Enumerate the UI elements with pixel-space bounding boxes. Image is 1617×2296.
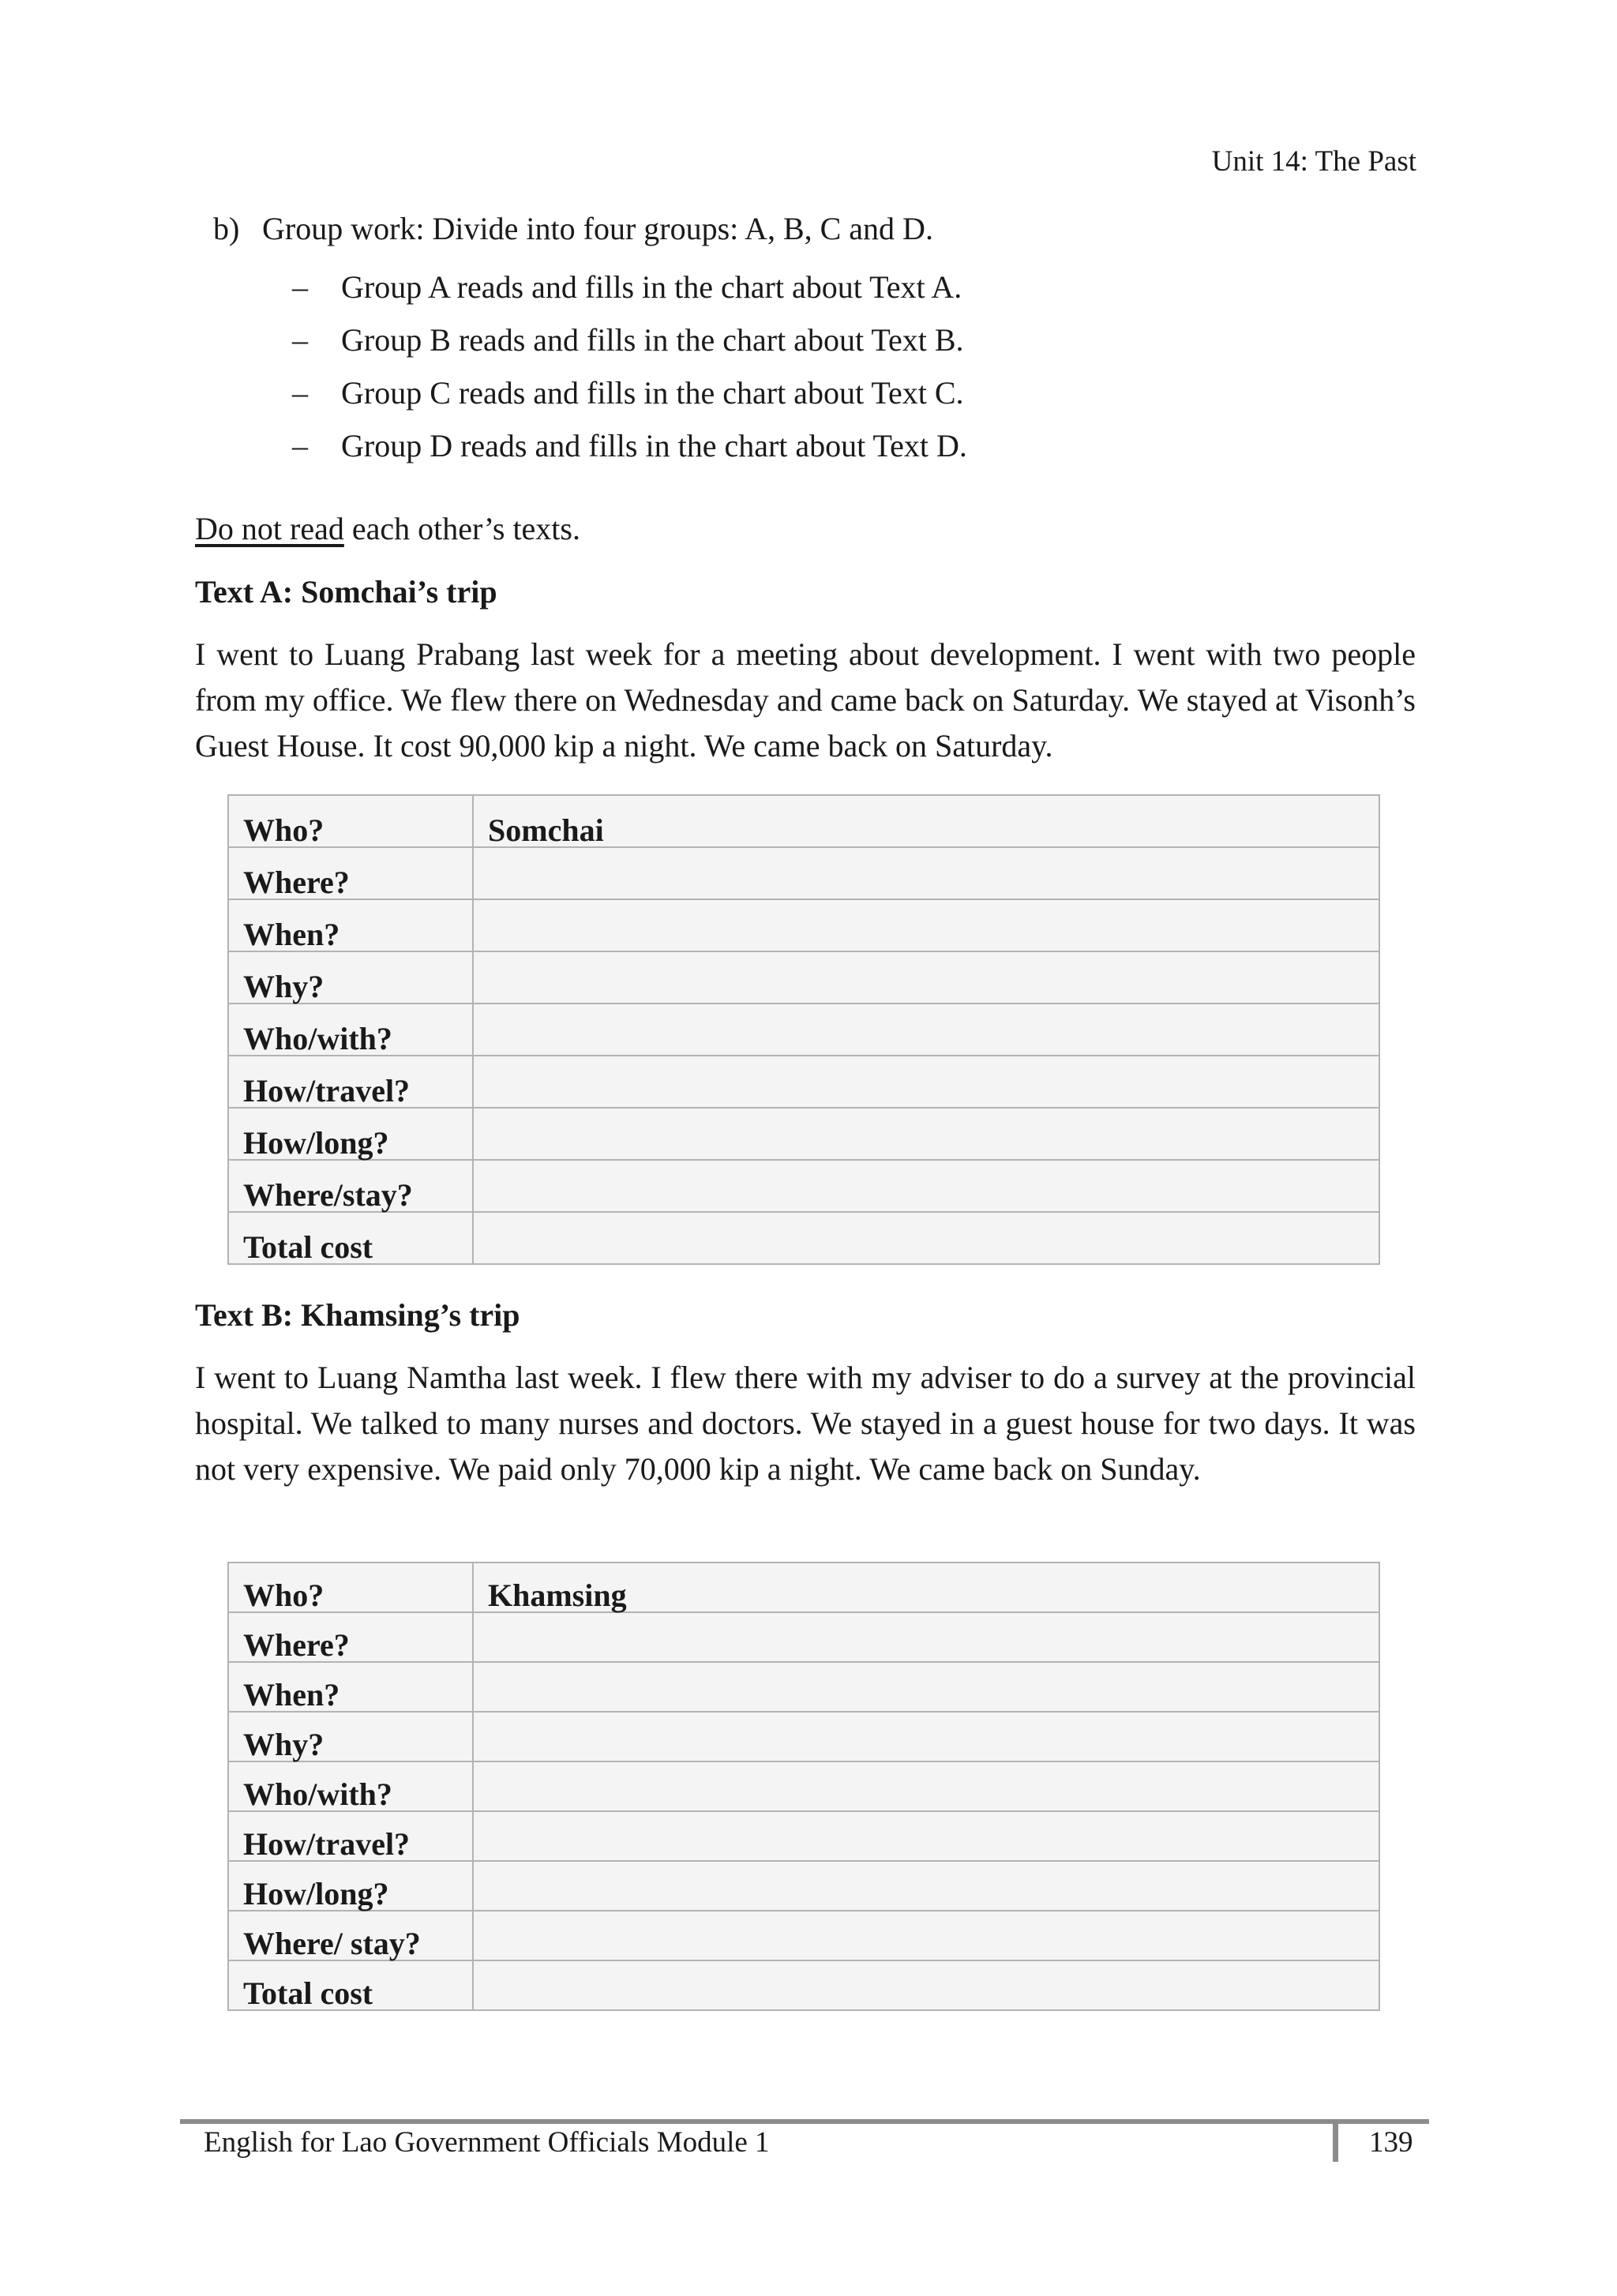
text-a-heading: Text A: Somchai’s trip	[195, 574, 497, 610]
list-item: – Group D reads and fills in the chart about Text D.	[292, 428, 967, 463]
footer-divider	[1333, 2124, 1338, 2162]
table-row: When?	[228, 1662, 1379, 1712]
group-list	[292, 265, 967, 477]
table-row: How/long?	[228, 1861, 1379, 1911]
reading-note	[195, 510, 580, 547]
task-text: Group work: Divide into four groups: A, B, C and D.	[262, 211, 933, 246]
footer-title: English for Lao Government Officials Module 1	[204, 2126, 770, 2159]
table-row: Total cost	[228, 1960, 1379, 2010]
note-underlined: Do not read	[195, 511, 344, 546]
table-row: Who? Somchai	[228, 795, 1379, 847]
text-a-chart	[227, 794, 1380, 1265]
table-row: Where?	[228, 847, 1379, 899]
task-instruction	[213, 210, 933, 247]
table-row: Why?	[228, 1712, 1379, 1761]
table-row: Total cost	[228, 1212, 1379, 1264]
table-row: Who/with?	[228, 1761, 1379, 1811]
table-row: How/long?	[228, 1108, 1379, 1160]
table-row: Why?	[228, 951, 1379, 1004]
unit-header: Unit 14: The Past	[1211, 145, 1416, 178]
list-item: – Group C reads and fills in the chart about Text C.	[292, 375, 964, 411]
note-rest: each other’s texts.	[343, 511, 580, 546]
text-b-chart	[227, 1562, 1380, 2011]
page-number: 139	[1369, 2126, 1413, 2159]
table-row: Where/stay?	[228, 1160, 1379, 1212]
table-row: When?	[228, 899, 1379, 951]
text-b-paragraph: I went to Luang Namtha last week. I flew there with my adviser to do a survey at the provincial hospital. We talked to many nurses and doctors. We stayed in a guest house for two days. It was not very expensive. We paid only 70,000 kip a night. We came back on Sunday.	[195, 1360, 1416, 1487]
list-item: – Group A reads and fills in the chart about Text A.	[292, 269, 962, 305]
table-row: Where?	[228, 1612, 1379, 1662]
list-item: – Group B reads and fills in the chart about Text B.	[292, 322, 964, 358]
text-b-heading: Text B: Khamsing’s trip	[195, 1297, 520, 1333]
task-label: b)	[213, 211, 240, 246]
text-a-paragraph: I went to Luang Prabang last week for a meeting about development. I went with two people from my office. We flew there on Wednesday and came back on Saturday. We stayed at Visonh’s Guest House. It cost 90,000 kip a night. We came back on Saturday.	[195, 636, 1416, 763]
table-row: Who? Khamsing	[228, 1563, 1379, 1612]
table-row: Who/with?	[228, 1004, 1379, 1056]
table-row: Where/ stay?	[228, 1911, 1379, 1960]
table-row: How/travel?	[228, 1056, 1379, 1108]
table-row: How/travel?	[228, 1811, 1379, 1861]
footer-rule	[180, 2119, 1429, 2124]
